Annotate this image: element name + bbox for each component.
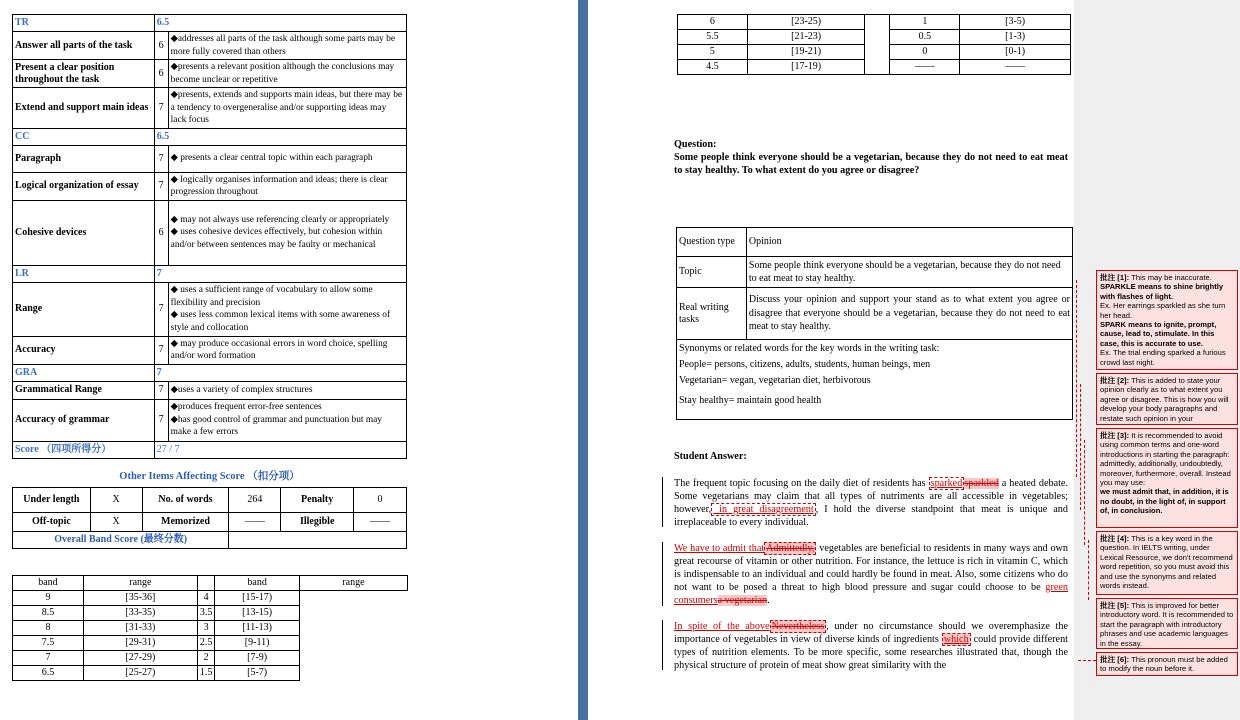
- range-value: [9-11): [215, 636, 300, 651]
- criterion-name: Grammatical Range: [13, 381, 155, 399]
- band-row: [13, 606, 408, 621]
- synonym-line: Stay healthy= maintain good health: [679, 395, 822, 406]
- range-value: ——: [960, 60, 1071, 75]
- comment-text: Ex. The trial ending sparked a furious crowd last night.: [1100, 348, 1226, 367]
- range-value: [33-35): [83, 606, 197, 621]
- criterion-desc: ◆addresses all parts of the task although some parts may be more fully covered than others: [168, 32, 406, 60]
- memorized-label: Memorized: [142, 513, 229, 532]
- band-value: 3: [197, 621, 215, 636]
- other-items-title: Other Items Affecting Score （扣分项）: [119, 471, 300, 482]
- comment-4[interactable]: [1096, 531, 1238, 595]
- criterion-name: Range: [13, 282, 155, 336]
- criterion-desc: ◆ logically organises information and ideas; there is clear progression throughout: [168, 172, 406, 200]
- comment-text: SPARK means to ignite, prompt, cause, lead to, stimulate. In this case, this is accurate to use.: [1100, 320, 1217, 348]
- text-run: , under no circumstance should we overemphasize the importance of vegetables in view of diverse kinds of ingredients: [674, 621, 1068, 645]
- band-value: ——: [890, 60, 960, 75]
- comment-label: 批注 [5]:: [1100, 601, 1130, 610]
- change-bar: [662, 542, 663, 606]
- topic-value: Some people think everyone should be a vegetarian, because they do not need to eat meat to stay healthy.: [746, 257, 1072, 288]
- answer-paragraph-2: [674, 542, 1068, 607]
- range-header: range: [299, 576, 407, 591]
- inserted-text: which: [943, 634, 969, 645]
- band-header: band: [13, 576, 84, 591]
- criterion-desc-line: ◆ uses cohesive devices effectively, but cohesion within and/or between sentences may be faulty or mechanical: [170, 227, 383, 250]
- band-value: 1: [890, 15, 960, 30]
- band-value: 0.5: [890, 30, 960, 45]
- topic-label: Topic: [677, 257, 747, 288]
- band-value: 6: [678, 15, 748, 30]
- inserted-text: We have to admit that: [674, 543, 765, 554]
- comment-text: This pronoun must be added to modify the noun before it.: [1100, 655, 1228, 674]
- inserted-text: green consumers: [674, 582, 1068, 606]
- penalty-value: 0: [354, 488, 407, 513]
- task-label: Real writing tasks: [677, 288, 747, 340]
- comment-2[interactable]: [1096, 373, 1238, 425]
- comment-connector: [1078, 660, 1096, 661]
- cc-score: 6.5: [154, 128, 406, 145]
- comment-connector: [1076, 280, 1077, 477]
- criterion-name: Paragraph: [13, 145, 155, 172]
- criterion-score: 7: [154, 282, 168, 336]
- page-gap: [578, 0, 588, 720]
- comment-text: It is recommended to avoid using common terms and one-word introductions in starting the paragraph:: [1100, 431, 1230, 459]
- deleted-text: sparkled: [964, 478, 999, 489]
- band-value: 4.5: [678, 60, 748, 75]
- off-topic-value: X: [90, 513, 142, 532]
- band-row: [13, 636, 408, 651]
- band-value: 8: [13, 621, 84, 636]
- word-count-value: 264: [229, 488, 281, 513]
- band-row: [13, 591, 408, 606]
- range-value: [17-19): [747, 60, 865, 75]
- criterion-desc: ◆presents, extends and supports main ideas, but there may be a tendency to overgeneralise and/or supporting ideas may lack focus: [168, 88, 406, 129]
- range-value: [35-36]: [83, 591, 197, 606]
- question-label: Question:: [674, 139, 717, 150]
- criterion-desc-line: ◆has good control of grammar and punctuation but may make a few errors: [170, 414, 382, 438]
- criterion-name: Cohesive devices: [13, 200, 155, 265]
- criterion-score: 7: [154, 336, 168, 364]
- deleted-text: Admittedly,: [766, 543, 815, 554]
- band-value: 2: [197, 651, 215, 666]
- question-block: [674, 138, 1068, 177]
- range-value: [1-3): [960, 30, 1071, 45]
- band-value: 5: [678, 45, 748, 60]
- criterion-desc: [168, 399, 406, 441]
- criterion-desc-line: ◆ may not always use referencing clearly or appropriately: [170, 214, 390, 225]
- comment-text: This is improved for better introductory word. It is recommended to start the paragraph with introductory phrases and use academic languages in the essay.: [1100, 601, 1234, 648]
- criterion-desc: [168, 282, 406, 336]
- range-value: [25-27): [83, 666, 197, 681]
- band-value: 7: [13, 651, 84, 666]
- question-text: Some people think everyone should be a vegetarian, because they do not need to eat meat to stay healthy. To what extent do you agree or disagree?: [674, 152, 1068, 176]
- text-run: , I hold the diverse standpoint that meat is unique and irreplaceable to every individual.: [674, 504, 1068, 528]
- band-row: [13, 621, 408, 636]
- range-value: [23-25): [747, 15, 865, 30]
- criterion-desc: [168, 200, 406, 265]
- band-value: 9: [13, 591, 84, 606]
- criterion-score: 7: [154, 381, 168, 399]
- range-header: range: [83, 576, 197, 591]
- lr-score: 7: [154, 265, 406, 282]
- text-run: could provide different types of nutrition elements. To be more specific, some researches illustrated that, though the physical structure of protein of meat show great similarity with the: [674, 634, 1069, 671]
- criterion-name: Extend and support main ideas: [13, 88, 155, 129]
- answer-paragraph-1: [674, 477, 1068, 529]
- band-value: 2.5: [197, 636, 215, 651]
- comment-label: 批注 [6]:: [1100, 655, 1130, 664]
- gra-score: 7: [154, 364, 406, 381]
- synonyms-cell: [677, 340, 1073, 420]
- criterion-desc: ◆ may produce occasional errors in word choice, spelling and/or word formation: [168, 336, 406, 364]
- range-value: [7-9): [215, 651, 300, 666]
- range-value: [19-21): [747, 45, 865, 60]
- criterion-desc-line: ◆ uses a sufficient range of vocabulary to allow some flexibility and precision: [170, 285, 373, 308]
- band-table: [12, 575, 408, 681]
- criterion-desc: ◆ presents a clear central topic within each paragraph: [168, 145, 406, 172]
- band-value: 6.5: [13, 666, 84, 681]
- off-topic-label: Off-topic: [13, 513, 91, 532]
- task-value: Discuss your opinion and support your stand as to what extent you agree or disagree that everyone should be a vegetarian, because they do not need to eat meat to stay healthy.: [746, 288, 1072, 340]
- document-page-left: [0, 0, 578, 720]
- comment-text: SPARKLE means to shine brightly with flashes of light.: [1100, 282, 1224, 301]
- band-row: [13, 666, 408, 681]
- comment-text: This may be inaccurate.: [1131, 273, 1212, 282]
- student-answer-label: Student Answer:: [674, 451, 747, 462]
- answer-paragraph-3: [674, 620, 1068, 672]
- criterion-score: 7: [154, 172, 168, 200]
- criterion-score: 6: [154, 32, 168, 60]
- range-value: [5-7): [215, 666, 300, 681]
- lr-label: LR: [13, 265, 155, 282]
- range-value: [13-15): [215, 606, 300, 621]
- band-row: [678, 15, 1071, 30]
- band-value: 3.5: [197, 606, 215, 621]
- criterion-desc-line: ◆produces frequent error-free sentences: [170, 402, 322, 413]
- comment-connector: [1084, 440, 1085, 545]
- synonym-line: Vegetarian= vegan, vegetarian diet, herbivorous: [679, 375, 871, 386]
- comment-3[interactable]: [1096, 428, 1238, 528]
- comment-label: 批注 [4]:: [1100, 534, 1130, 543]
- range-value: [27-29): [83, 651, 197, 666]
- comment-label: 批注 [3]:: [1100, 431, 1130, 440]
- comment-text: admittedly, additionally, undoubtedly, moreover, furthermore, overall. Instead you may use:: [1100, 459, 1231, 488]
- band-value: 7.5: [13, 636, 84, 651]
- illegible-value: ——: [354, 513, 407, 532]
- criterion-name: Present a clear position throughout the task: [13, 60, 155, 88]
- comment-connector: [1088, 540, 1089, 600]
- band-row: [13, 651, 408, 666]
- band-value: 8.5: [13, 606, 84, 621]
- comment-5[interactable]: [1096, 598, 1238, 649]
- inserted-text: in great disagreement: [713, 504, 814, 515]
- range-value: [11-13): [215, 621, 300, 636]
- tr-score: 6.5: [154, 15, 406, 32]
- deleted-text: a vegetarian: [717, 595, 768, 606]
- cc-label: CC: [13, 128, 155, 145]
- criterion-name: Answer all parts of the task: [13, 32, 155, 60]
- comment-text: This is a key word in the question. In IELTS writing, under Lexical Resource, we don't recommend word repetition, so you must avoid this and use the synonyms and related words instead.: [1100, 534, 1233, 591]
- criterion-score: 7: [154, 399, 168, 441]
- comment-text: This is added to state your opinion clearly as to what extent you agree or disagree. This is how you will develop your body paragraphs and restate such opinion in your: [1100, 376, 1229, 423]
- range-value: [31-33): [83, 621, 197, 636]
- criterion-name: Accuracy: [13, 336, 155, 364]
- memorized-value: ——: [229, 513, 281, 532]
- range-value: [3-5): [960, 15, 1071, 30]
- synonyms-title: Synonyms or related words for the key words in the writing task:: [679, 343, 940, 354]
- text-run: a heated debate. Some vegetarians may claim that all types of nutriments are all accessible in vegetables; however,: [674, 478, 1068, 515]
- criterion-desc: ◆uses a variety of complex structures: [168, 381, 406, 399]
- score-label: Score （四项所得分）: [13, 441, 155, 458]
- under-length-label: Under length: [13, 488, 91, 513]
- change-bar: [662, 620, 663, 670]
- range-value: [15-17): [215, 591, 300, 606]
- criterion-name: Logical organization of essay: [13, 172, 155, 200]
- criterion-desc-line: ◆ uses less common lexical items with some awareness of style and collocation: [170, 310, 391, 333]
- band-header: band: [215, 576, 300, 591]
- comment-text: Ex. Her earrings sparkled as she turn her head.: [1100, 301, 1226, 320]
- other-items-table: [12, 487, 407, 549]
- band-table-divider: [197, 576, 215, 591]
- range-value: [29-31): [83, 636, 197, 651]
- comment-label: 批注 [2]:: [1100, 376, 1130, 385]
- criterion-score: 6: [154, 60, 168, 88]
- analysis-table: [676, 227, 1073, 420]
- under-length-value: X: [90, 488, 142, 513]
- comment-connector: [1080, 384, 1081, 510]
- synonym-line: People= persons, citizens, adults, students, human beings, men: [679, 359, 931, 370]
- criterion-score: 6: [154, 200, 168, 265]
- criterion-name: Accuracy of grammar: [13, 399, 155, 441]
- comment-1[interactable]: [1096, 270, 1238, 370]
- criteria-table: [12, 14, 407, 459]
- range-value: [0-1): [960, 45, 1071, 60]
- question-type-value: Opinion: [746, 228, 1072, 257]
- change-bar: [662, 477, 663, 527]
- text-run: .: [767, 595, 770, 606]
- tr-label: TR: [13, 15, 155, 32]
- band-table-continued: [677, 14, 1071, 75]
- band-value: 5.5: [678, 30, 748, 45]
- penalty-label: Penalty: [281, 488, 354, 513]
- criterion-score: 7: [154, 88, 168, 129]
- comment-6[interactable]: [1096, 652, 1238, 676]
- criterion-score: 7: [154, 145, 168, 172]
- range-value: [21-23): [747, 30, 865, 45]
- comment-label: 批注 [1]:: [1100, 273, 1130, 282]
- overall-band-value: [229, 532, 407, 549]
- comment-text: we must admit that, in addition, it is no doubt, in the light of, in support of, in conclusion.: [1100, 487, 1229, 516]
- criterion-desc: ◆presents a relevant position although the conclusions may become unclear or repetitive: [168, 60, 406, 88]
- inserted-text: In spite of the above: [674, 621, 770, 632]
- deleted-text: Nevertheless: [771, 621, 825, 632]
- band-value: 0: [890, 45, 960, 60]
- question-type-label: Question type: [677, 228, 747, 257]
- text-run: The frequent topic focusing on the daily diet of residents has: [674, 478, 929, 489]
- gra-label: GRA: [13, 364, 155, 381]
- word-count-label: No. of words: [142, 488, 229, 513]
- band-value: 4: [197, 591, 215, 606]
- document-page-right: [588, 0, 1074, 720]
- band-value: 1.5: [197, 666, 215, 681]
- text-run: vegetables are beneficial to residents in many ways and own great recourse of vitamin or other nutrition. For instance, the lettuce is rich in vitamin C, which is indispensable to an individual and could hardly be found in meat. Also, some citizens who do not want to be posed a threat to high blood pressure and sugar could choose to be: [674, 543, 1068, 593]
- overall-band-label: Overall Band Score (最终分数): [13, 532, 229, 549]
- band-table-divider: [865, 15, 890, 75]
- inserted-text: sparked: [930, 478, 963, 489]
- illegible-label: Illegible: [281, 513, 354, 532]
- score-value: 27 / 7: [154, 441, 406, 458]
